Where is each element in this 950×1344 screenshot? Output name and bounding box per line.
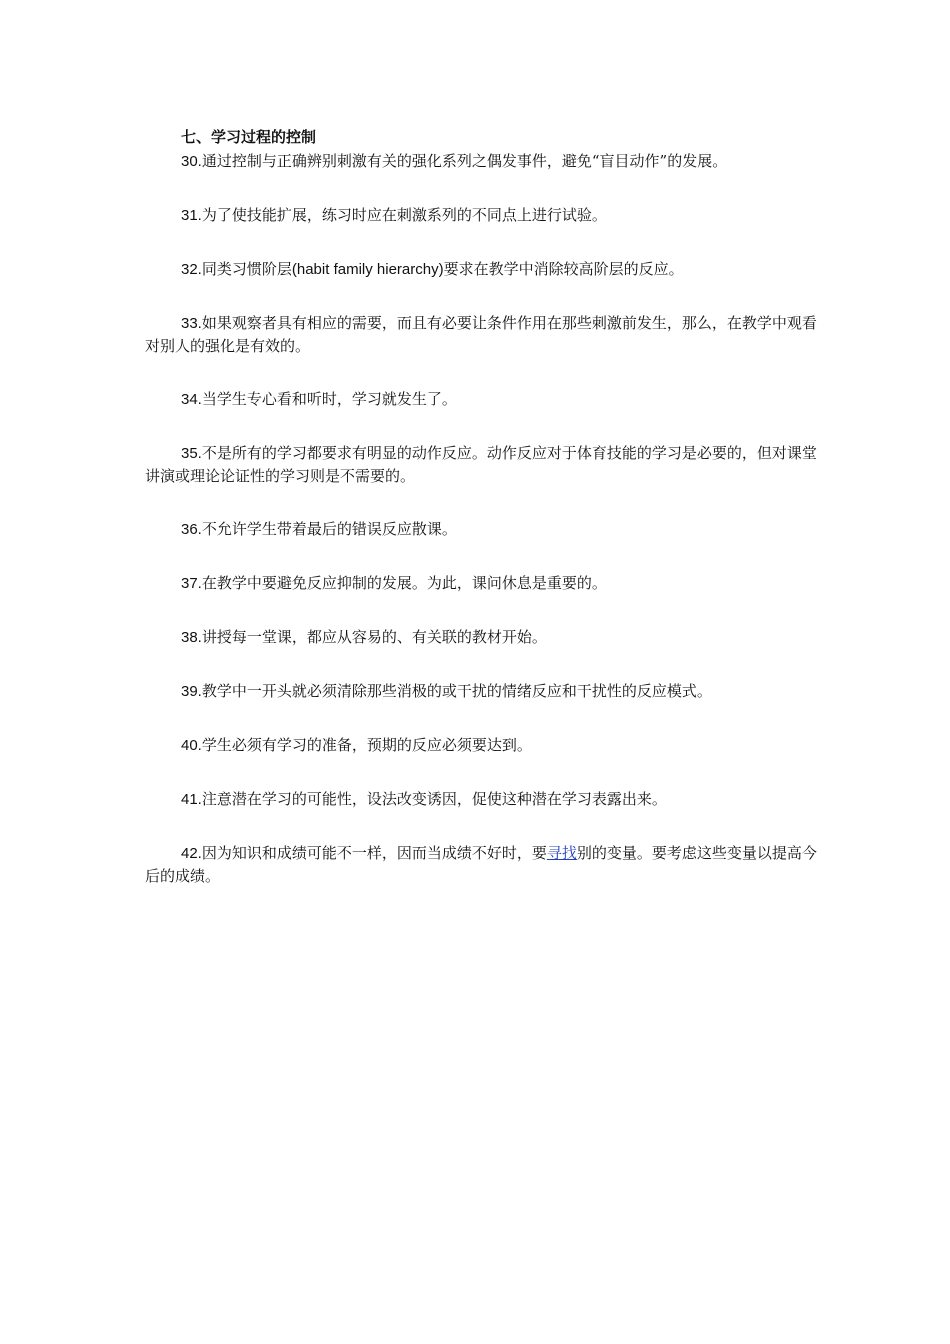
item-text: 教学中一开头就必须清除那些消极的或干扰的情绪反应和干扰性的反应模式。 xyxy=(201,682,712,700)
item-number: 30. xyxy=(181,153,202,170)
item-text: 如果观察者具有相应的需要，而且有必要让条件作用在那些刺激前发生，那么，在教学中观看对别人的强化是有效的。 xyxy=(145,314,817,355)
item-number: 35. xyxy=(181,445,202,462)
paragraph-39 xyxy=(145,680,817,703)
item-number: 32. xyxy=(181,261,202,278)
item-text: 当学生专心看和听时，学习就发生了。 xyxy=(201,390,457,408)
item-number: 41. xyxy=(181,791,202,808)
section-title: 七、学习过程的控制 xyxy=(181,128,317,146)
search-link[interactable]: 寻找 xyxy=(546,844,577,862)
item-text-before: 同类习惯阶层 xyxy=(201,260,292,278)
item-text: 学生必须有学习的准备，预期的反应必须要达到。 xyxy=(201,736,532,754)
item-text-before: 因为知识和成绩可能不一样，因而当成绩不好时，要 xyxy=(201,844,547,862)
item-text: 通过控制与正确辨别刺激有关的强化系列之偶发事件，避免“盲目动作”的发展。 xyxy=(201,152,728,170)
paragraph-32 xyxy=(145,258,817,281)
paragraph-30 xyxy=(145,150,817,173)
item-text: 不允许学生带着最后的错误反应散课。 xyxy=(201,520,457,538)
item-number: 33. xyxy=(181,315,202,332)
item-number: 34. xyxy=(181,391,202,408)
paragraph-36 xyxy=(145,518,817,541)
paragraph-40 xyxy=(145,734,817,757)
item-text: 注意潜在学习的可能性，设法改变诱因，促使这种潜在学习表露出来。 xyxy=(201,790,667,808)
item-number: 42. xyxy=(181,845,202,862)
item-number: 36. xyxy=(181,521,202,538)
item-latin-term: (habit family hierarchy) xyxy=(291,261,444,278)
paragraph-42 xyxy=(145,842,817,887)
paragraph-33 xyxy=(145,312,817,357)
item-number: 37. xyxy=(181,575,202,592)
paragraph-37 xyxy=(145,572,817,595)
paragraph-35 xyxy=(145,442,817,487)
item-text-after: 要求在教学中消除较高阶层的反应。 xyxy=(443,260,684,278)
paragraph-31 xyxy=(145,204,817,227)
paragraph-34 xyxy=(145,388,817,411)
item-number: 40. xyxy=(181,737,202,754)
document-content xyxy=(145,126,817,918)
item-text: 为了使技能扩展，练习时应在刺激系列的不同点上进行试验。 xyxy=(201,206,607,224)
item-text-after: 别的变量。要考虑这些变量以提高今后的成绩。 xyxy=(145,844,817,885)
item-text: 讲授每一堂课，都应从容易的、有关联的教材开始。 xyxy=(201,628,547,646)
paragraph-41 xyxy=(145,788,817,811)
item-number: 31. xyxy=(181,207,202,224)
item-text: 在教学中要避免反应抑制的发展。为此，课问休息是重要的。 xyxy=(201,574,607,592)
item-text: 不是所有的学习都要求有明显的动作反应。动作反应对于体育技能的学习是必要的，但对课堂讲演或理论论证性的学习则是不需要的。 xyxy=(145,444,817,485)
item-number: 38. xyxy=(181,629,202,646)
item-number: 39. xyxy=(181,683,202,700)
paragraph-38 xyxy=(145,626,817,649)
